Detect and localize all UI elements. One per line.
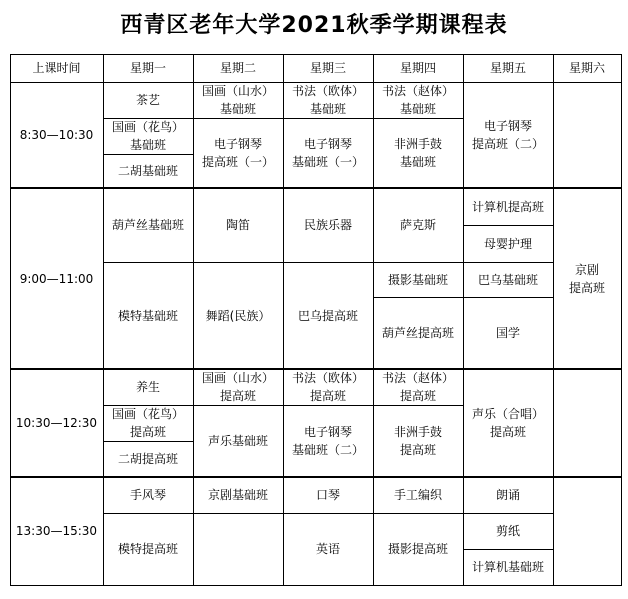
course-cell: 养生	[135, 380, 160, 394]
header-cell: 星期三	[309, 61, 346, 75]
course-cell: 国画（山水） 基础班	[201, 84, 274, 116]
course-cell: 二胡基础班	[117, 164, 178, 178]
table-rule	[193, 54, 194, 586]
table-rule	[103, 154, 194, 155]
table-rule	[103, 262, 194, 263]
course-cell: 非洲手鼓 基础班	[393, 137, 442, 169]
header-cell: 上课时间	[32, 61, 81, 75]
table-rule	[193, 513, 284, 514]
course-cell: 母婴护理	[483, 236, 532, 251]
time-cell: 9:00—11:00	[19, 271, 94, 286]
table-rule	[103, 54, 104, 586]
course-cell: 巴乌提高班	[297, 308, 358, 323]
course-cell: 京剧 提高班	[568, 262, 605, 295]
table-rule	[193, 262, 284, 263]
course-cell: 书法（赵体） 提高班	[381, 371, 454, 403]
table-rule	[373, 297, 464, 298]
course-cell: 陶笛	[225, 218, 250, 232]
header-cell: 星期四	[399, 61, 436, 75]
course-cell: 摄影提高班	[387, 542, 448, 556]
table-rule	[373, 54, 374, 586]
course-cell: 民族乐器	[303, 218, 352, 232]
table-rule	[193, 118, 284, 119]
course-cell: 模特基础班	[117, 308, 178, 323]
table-rule	[621, 54, 622, 586]
header-cell: 星期六	[568, 61, 605, 75]
course-cell: 计算机提高班	[471, 199, 544, 214]
table-rule	[283, 513, 374, 514]
course-cell: 英语	[315, 542, 340, 556]
time-cell: 13:30—15:30	[15, 524, 98, 538]
time-cell: 10:30—12:30	[15, 416, 98, 430]
course-cell: 电子钢琴 基础班（二）	[291, 425, 364, 457]
time-cell: 8:30—10:30	[19, 128, 94, 142]
course-cell: 国画（花鸟） 基础班	[111, 120, 184, 152]
table-rule	[193, 405, 284, 406]
course-cell: 国学	[495, 326, 520, 340]
course-cell: 口琴	[315, 488, 340, 502]
course-cell: 国画（花鸟） 提高班	[111, 407, 184, 439]
course-cell: 二胡提高班	[117, 452, 178, 466]
table-rule	[103, 441, 194, 442]
table-rule	[283, 54, 284, 586]
course-cell: 朗诵	[495, 488, 520, 502]
table-rule	[463, 549, 554, 550]
table-rule	[103, 405, 194, 406]
header-cell: 星期二	[219, 61, 256, 75]
table-rule	[103, 513, 194, 514]
course-cell: 剪纸	[495, 524, 520, 538]
course-cell: 手工编织	[393, 488, 442, 502]
table-rule	[463, 225, 554, 226]
table-rule	[463, 54, 464, 586]
course-cell: 京剧基础班	[207, 488, 268, 502]
table-rule	[103, 118, 194, 119]
course-cell: 电子钢琴 提高班（二）	[471, 119, 544, 151]
table-rule	[283, 262, 374, 263]
course-cell: 葫芦丝提高班	[381, 326, 454, 340]
header-cell: 星期一	[129, 61, 166, 75]
table-rule	[553, 54, 554, 586]
header-cell: 星期五	[489, 61, 526, 75]
table-rule	[373, 118, 464, 119]
course-cell: 书法（赵体） 基础班	[381, 84, 454, 116]
course-cell: 模特提高班	[117, 542, 178, 556]
table-rule	[283, 405, 374, 406]
course-cell: 电子钢琴 提高班（一）	[201, 137, 274, 169]
course-cell: 书法（欧体） 基础班	[291, 84, 364, 116]
course-cell: 国画（山水） 提高班	[201, 371, 274, 403]
table-rule	[463, 297, 554, 298]
page-title: 西青区老年大学2021秋季学期课程表	[120, 13, 508, 38]
course-cell: 书法（欧体） 提高班	[291, 371, 364, 403]
course-cell: 萨克斯	[399, 218, 436, 232]
course-cell: 电子钢琴 基础班（一）	[291, 137, 364, 169]
course-cell: 非洲手鼓 提高班	[393, 425, 442, 457]
course-cell: 声乐基础班	[207, 434, 268, 448]
table-rule	[373, 262, 464, 263]
table-rule	[463, 262, 554, 263]
table-rule	[373, 405, 464, 406]
table-rule	[10, 54, 11, 586]
course-cell: 巴乌基础班	[477, 272, 538, 287]
table-rule	[283, 118, 374, 119]
course-cell: 计算机基础班	[471, 560, 544, 574]
course-cell: 声乐（合唱） 提高班	[471, 407, 544, 439]
course-cell: 舞蹈(民族）	[205, 308, 271, 323]
course-cell: 摄影基础班	[387, 272, 448, 287]
course-cell: 葫芦丝基础班	[111, 218, 184, 232]
course-cell	[193, 513, 283, 585]
table-rule	[373, 513, 464, 514]
course-cell: 手风琴	[129, 488, 166, 502]
table-rule	[463, 513, 554, 514]
course-cell: 茶艺	[135, 93, 160, 107]
